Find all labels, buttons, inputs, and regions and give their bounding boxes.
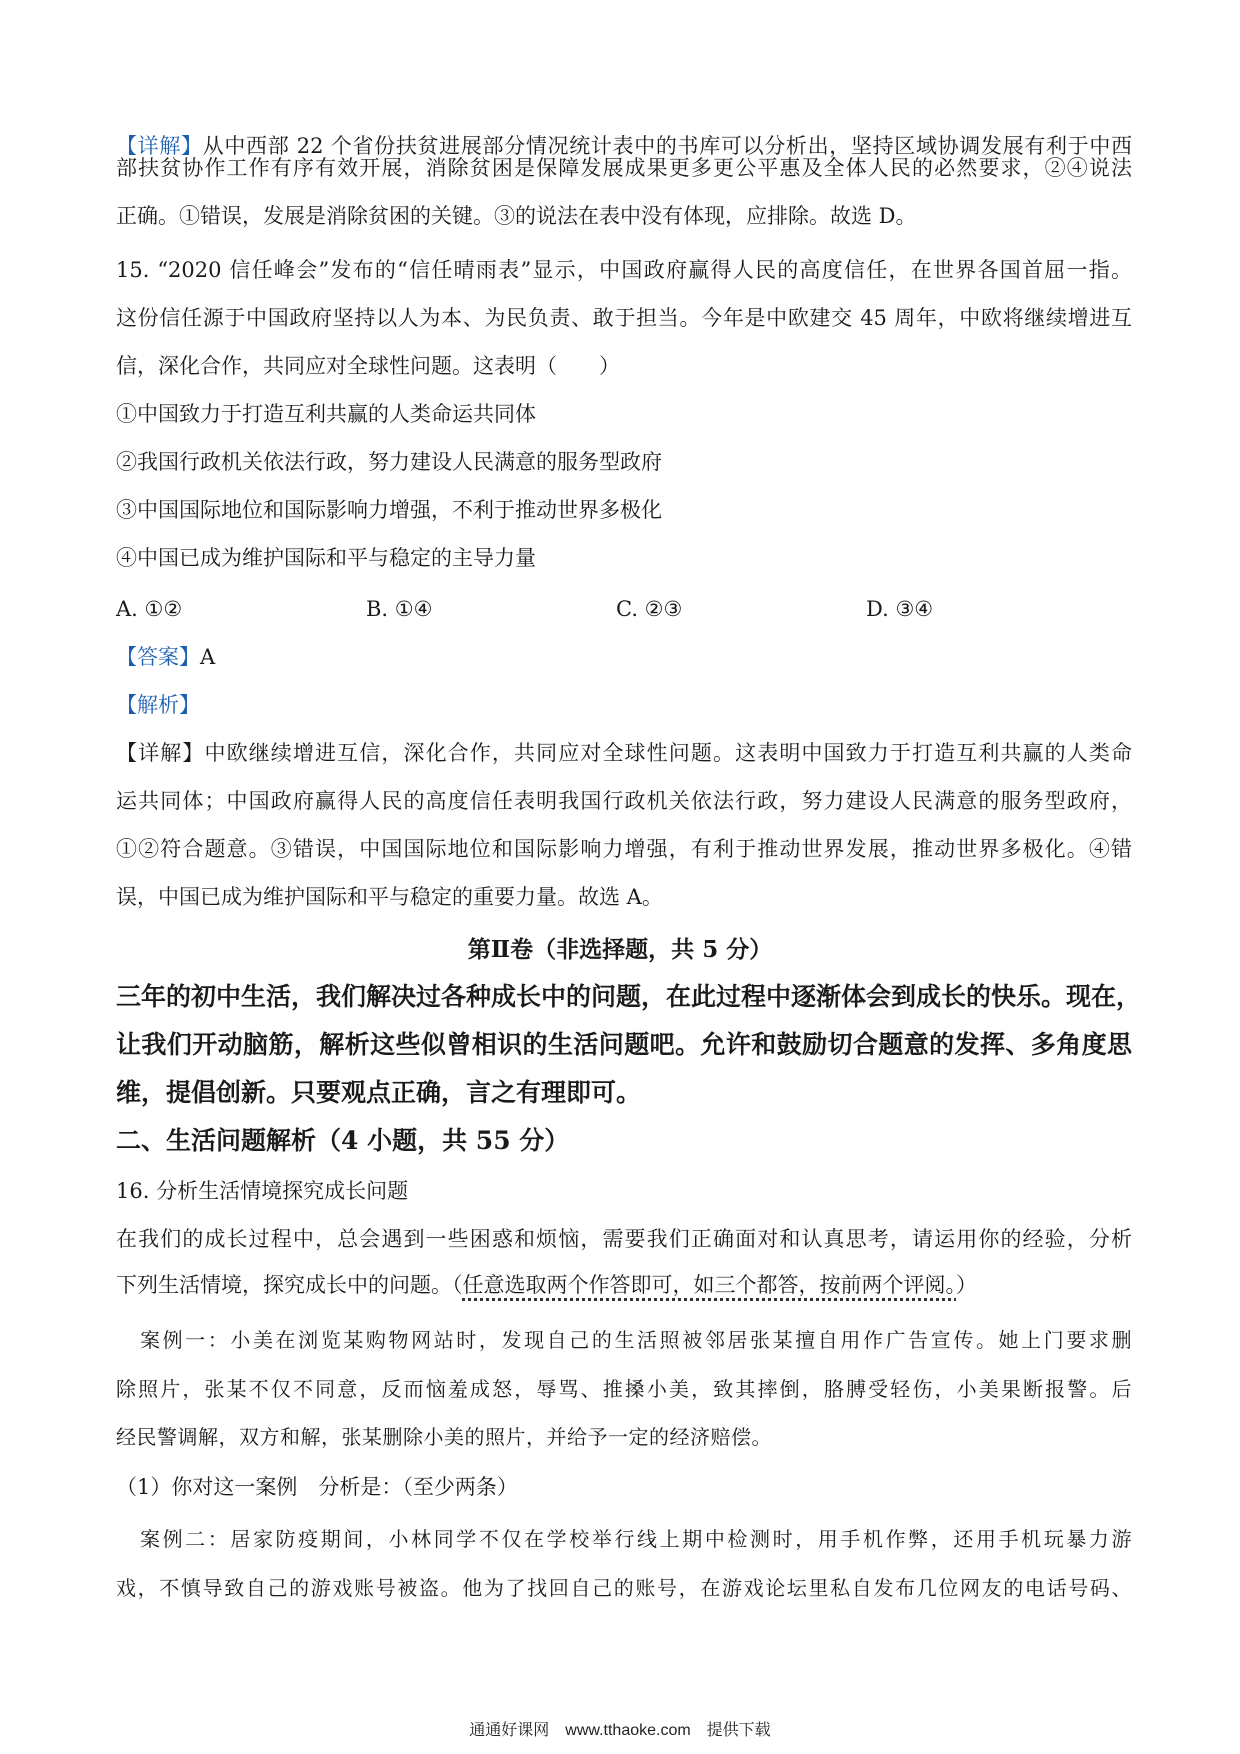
case-text: 案例一：小美在浏览某购物网站时，发现自己的生活照被邻居张某擅自用作广告宣传。她上门要求删: [140, 1328, 1132, 1352]
question-16-prompt: 下列生活情境，探究成长中的问题。（任意选取两个作答即可，如三个都答，按前两个评阅。）: [116, 1273, 977, 1297]
case-text: 除照片，张某不仅不同意，反而恼羞成怒，辱骂、推搡小美，致其摔倒，胳膊受轻伤，小美果断报警。后: [116, 1377, 1132, 1401]
option-statement: ④中国已成为维护国际和平与稳定的主导力量: [116, 546, 536, 570]
detail-line: ①②符合题意。③错误，中国国际地位和国际影响力增强，有利于推动世界发展，推动世界多极化。④错: [116, 837, 1132, 861]
detail-line: 运共同体；中国政府赢得人民的高度信任表明我国行政机关依法行政，努力建设人民满意的服务型政府，: [116, 789, 1132, 813]
choice-b: B. ①④: [366, 597, 433, 621]
case-text: 经民警调解，双方和解，张某删除小美的照片，并给予一定的经济赔偿。: [116, 1425, 772, 1449]
detail-line: 正确。①错误，发展是消除贫困的关键。③的说法在表中没有体现，应排除。故选 D。: [116, 204, 917, 228]
choice-d: D. ③④: [866, 597, 934, 621]
case-text: 戏，不慎导致自己的游戏账号被盗。他为了找回自己的账号，在游戏论坛里私自发布几位网友的电话号码、: [116, 1576, 1132, 1600]
question-15-stem: 这份信任源于中国政府坚持以人为本、为民负责、敢于担当。今年是中欧建交 45 周年，中欧将继续增进互: [116, 306, 1132, 330]
question-16-title: 16. 分析生活情境探究成长问题: [116, 1179, 409, 1203]
section-heading: 二、生活问题解析（4 小题，共 55 分）: [116, 1126, 570, 1155]
option-statement: ②我国行政机关依法行政，努力建设人民满意的服务型政府: [116, 450, 662, 474]
question-16-prompt: 在我们的成长过程中，总会遇到一些困惑和烦恼，需要我们正确面对和认真思考，请运用你的经验，分析: [116, 1227, 1132, 1251]
analysis-line: [116, 690, 200, 720]
detail-tag: 【详解】: [116, 741, 205, 765]
emphasis-note: 任意选取两个作答即可，如三个都答，按前两个评阅。: [462, 1273, 956, 1297]
part-intro: 维，提倡创新。只要观点正确，言之有理即可。: [116, 1078, 642, 1107]
detail-line: 误，中国已成为维护国际和平与稳定的重要力量。故选 A。: [116, 885, 663, 909]
footer-source: 通通好课网 www.tthaoke.com 提供下载: [469, 1722, 771, 1739]
sub-question-1: （1）你对这一案例 分析是：（至少两条）: [116, 1475, 518, 1499]
choice-a: A. ①②: [116, 597, 183, 621]
question-15-stem: 信，深化合作，共同应对全球性问题。这表明（ ）: [116, 354, 620, 378]
analysis-tag: 【解析】: [116, 693, 200, 717]
detail-tag: 【详解】: [116, 134, 203, 158]
choice-c: C. ②③: [616, 597, 683, 621]
part-title: 第Ⅱ卷（非选择题，共 5 分）: [467, 936, 773, 963]
detail-line: 【详解】从中西部 22 个省份扶贫进展部分情况统计表中的书库可以分析出，坚持区域协调发展有利于中西: [116, 134, 1133, 158]
option-statement: ③中国国际地位和国际影响力增强，不利于推动世界多极化: [116, 498, 662, 522]
question-15-stem: 15. “2020 信任峰会”发布的“信任晴雨表”显示，中国政府赢得人民的高度信任，在世界各国首屈一指。: [116, 258, 1132, 282]
answer-choices: [116, 594, 1132, 624]
part-intro: 让我们开动脑筋，解析这些似曾相识的生活问题吧。允许和鼓励切合题意的发挥、多角度思: [116, 1030, 1132, 1059]
answer-value: A: [200, 645, 216, 669]
answer-line: [116, 642, 215, 672]
answer-tag: 【答案】: [116, 645, 200, 669]
part-intro: 三年的初中生活，我们解决过各种成长中的问题，在此过程中逐渐体会到成长的快乐。现在，: [116, 982, 1142, 1011]
detail-line: 部扶贫协作工作有序有效开展，消除贫困是保障发展成果更多更公平惠及全体人民的必然要求，②④说法: [116, 156, 1132, 180]
option-statement: ①中国致力于打造互利共赢的人类命运共同体: [116, 402, 536, 426]
detail-line: 【详解】中欧继续增进互信，深化合作，共同应对全球性问题。这表明中国致力于打造互利共赢的人类命: [116, 741, 1133, 765]
case-text: 案例二：居家防疫期间，小林同学不仅在学校举行线上期中检测时，用手机作弊，还用手机玩暴力游: [140, 1527, 1132, 1551]
